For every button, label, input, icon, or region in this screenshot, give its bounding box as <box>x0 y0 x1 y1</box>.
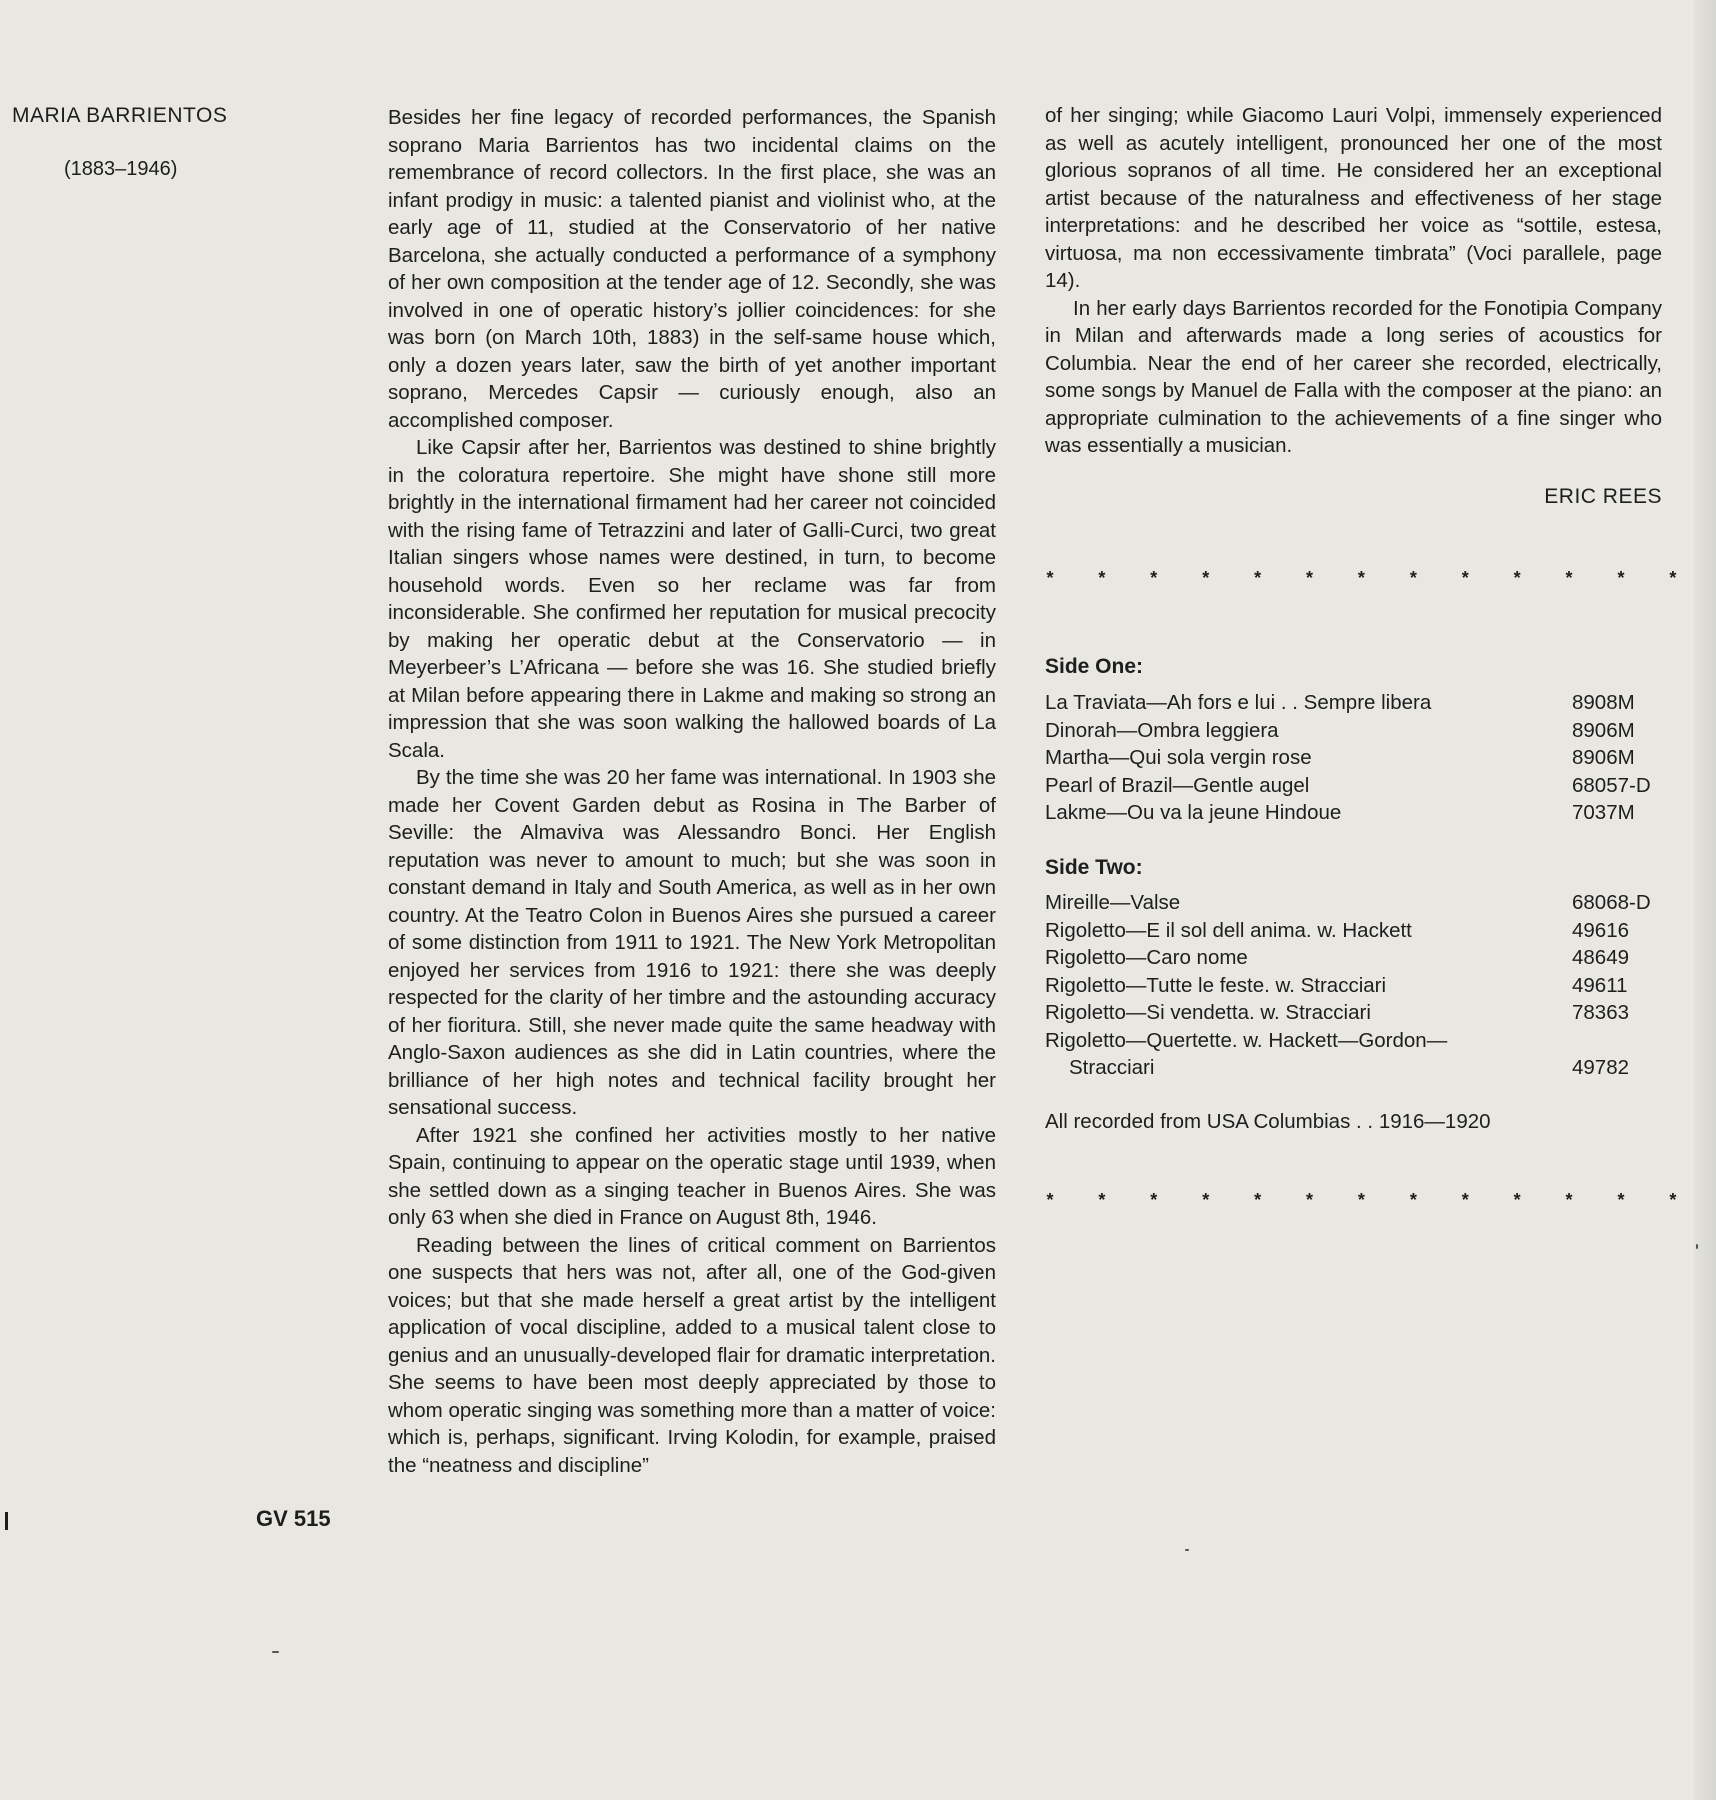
track-title: Mireille—Valse <box>1045 891 1181 914</box>
track-row <box>1045 1027 1662 1082</box>
star-icon: * <box>1669 1190 1677 1210</box>
star-icon: * <box>1202 568 1210 588</box>
side-two-track-list <box>1045 889 1662 1082</box>
paragraph: Like Capsir after her, Barrientos was destined to shine brightly in the coloratura repertoire. She might have shone still more brightly in the international firmament had her career not coincided with the rising fame of Tetrazzini and later of Galli-Curci, two great Italian singers whose names were destined, in turn, to become household words. Even so her reclame was far from inconsiderable. She confirmed her reputation for musical precocity by making her operatic debut at the Conservatorio — in Meyerbeer’s L’Africana — before she was 16. She studied briefly at Milan before appearing there in Lakme and making so strong an impression that she was soon walking the hallowed boards of La Scala. <box>388 436 996 762</box>
star-icon: * <box>1617 568 1625 588</box>
star-icon: * <box>1461 1190 1469 1210</box>
paragraph: Reading between the lines of critical comment on Barrientos one suspects that hers was not, after all, one of the God-given voices; but that she made herself a great artist by the intelligent application of vocal discipline, added to a musical talent close to genius and an unusually-developed flair for dramatic interpretation. She seems to have been most deeply appreciated by those to whom operatic singing was something more than a matter of voice: which is, perhaps, significant. Irving Kolodin, for example, praised the “neatness and discipline” <box>388 1233 996 1477</box>
track-row <box>1045 744 1662 772</box>
track-row <box>1045 717 1662 745</box>
paragraph: of her singing; while Giacomo Lauri Volpi, immensely experienced as well as acutely intelligent, pronounced her one of the most glorious sopranos of all time. He considered her an exceptional artist because of the naturalness and effectiveness of her stage interpretations: and he described her voice as “sottile, estesa, virtuosa, ma non eccessivamente timbrata” (Voci parallele, page 14). <box>1045 104 1662 292</box>
track-title <box>1045 1027 1572 1082</box>
side-one-heading: Side One: <box>1045 655 1144 678</box>
track-title: Rigoletto—Si vendetta. w. Stracciari <box>1045 1001 1371 1024</box>
catalog-ref: 8908M <box>1572 691 1635 714</box>
paper-speck <box>1696 1244 1698 1249</box>
recording-note: All recorded from USA Columbias . . 1916—1920 <box>1045 1110 1491 1133</box>
track-row <box>1045 917 1662 945</box>
catalog-ref: 8906M <box>1572 718 1635 742</box>
star-icon: * <box>1513 1190 1521 1210</box>
star-icon: * <box>1254 568 1262 588</box>
catalog-ref: 49782 <box>1572 1056 1630 1079</box>
artist-name: MARIA BARRIENTOS <box>12 104 228 127</box>
star-icon: * <box>1357 1190 1365 1210</box>
paragraph: In her early days Barrientos recorded for the Fonotipia Company in Milan and afterwards made a long series of acoustics for Columbia. Near the end of her career she recorded, electrically, some songs by Manuel de Falla with the composer at the piano: an appropriate culmination to the achievements of a fine singer who was essentially a musician. <box>1045 296 1662 457</box>
catalog-ref: 68068-D <box>1572 891 1651 914</box>
star-icon: * <box>1669 568 1677 588</box>
star-icon: * <box>1046 1190 1054 1210</box>
star-icon: * <box>1046 568 1054 588</box>
track-title: Martha—Qui sola vergin rose <box>1045 746 1312 769</box>
paragraph: By the time she was 20 her fame was international. In 1903 she made her Covent Garden debut as Rosina in The Barber of Seville: the Almaviva was Alessandro Bonci. Her English reputation was never to amount to much; but she was soon in constant demand in Italy and South America, as well as in her own country. At the Teatro Colon in Buenos Aires she pursued a career of some distinction from 1911 to 1921. The New York Metropolitan enjoyed her services from 1916 to 1921: there she was deeply respected for the clarity of her timbre and the astounding accuracy of her fioritura. Still, she never made quite the same headway with Anglo-Saxon audiences as she did in Latin countries, where the brilliance of her high notes and technical facility brought her sensational success. <box>388 766 996 1119</box>
track-row <box>1045 772 1662 800</box>
side-two-heading: Side Two: <box>1045 856 1143 879</box>
star-icon: * <box>1357 568 1365 588</box>
star-divider <box>1045 568 1678 589</box>
track-title: Rigoletto—Tutte le feste. w. Stracciari <box>1045 973 1387 997</box>
track-title-line: Rigoletto—Quertette. w. Hackett—Gordon— <box>1045 1028 1448 1052</box>
track-title: Rigoletto—Caro nome <box>1045 946 1248 969</box>
margin-mark <box>5 1512 8 1530</box>
catalog-ref: 7037M <box>1572 801 1635 824</box>
catalog-ref: 78363 <box>1572 1001 1630 1024</box>
track-title-line: Stracciari <box>1069 1056 1155 1079</box>
track-row <box>1045 689 1662 717</box>
track-title: Dinorah—Ombra leggiera <box>1045 718 1279 742</box>
star-icon: * <box>1565 568 1573 588</box>
track-title: Rigoletto—E il sol dell anima. w. Hackett <box>1045 918 1412 942</box>
track-row <box>1045 889 1662 917</box>
paragraph: After 1921 she confined her activities mostly to her native Spain, continuing to appear on the operatic stage until 1939, when she settled down as a singing teacher in Buenos Aires. She was only 63 when she died in France on August 8th, 1946. <box>388 1123 996 1229</box>
catalog-ref: 49616 <box>1572 918 1630 942</box>
star-icon: * <box>1098 568 1106 588</box>
paper-speck <box>1185 1549 1189 1551</box>
star-icon: * <box>1409 568 1417 588</box>
catalog-ref: 8906M <box>1572 746 1635 769</box>
author-signature: ERIC REES <box>1544 485 1662 508</box>
catalog-ref: 48649 <box>1572 946 1630 969</box>
star-icon: * <box>1150 568 1158 588</box>
star-divider <box>1045 1190 1678 1211</box>
star-icon: * <box>1254 1190 1262 1210</box>
page-edge <box>1694 0 1716 1800</box>
track-row <box>1045 999 1662 1027</box>
star-icon: * <box>1098 1190 1106 1210</box>
catalog-ref: 68057-D <box>1572 773 1651 797</box>
track-title: La Traviata—Ah fors e lui . . Sempre libera <box>1045 691 1432 714</box>
star-icon: * <box>1150 1190 1158 1210</box>
star-icon: * <box>1617 1190 1625 1210</box>
star-icon: * <box>1513 568 1521 588</box>
star-icon: * <box>1306 1190 1314 1210</box>
track-row <box>1045 972 1662 1000</box>
star-icon: * <box>1565 1190 1573 1210</box>
track-row <box>1045 944 1662 972</box>
star-icon: * <box>1409 1190 1417 1210</box>
track-title: Lakme—Ou va la jeune Hindoue <box>1045 801 1342 824</box>
side-one-track-list <box>1045 689 1662 827</box>
paragraph: Besides her fine legacy of recorded performances, the Spanish soprano Maria Barrientos has two incidental claims on the remembrance of record collectors. In the first place, she was an infant prodigy in music: a talented pianist and violinist who, at the early age of 11, studied at the Conservatorio of her native Barcelona, she actually conducted a performance of a symphony of her own composition at the tender age of 12. Secondly, she was involved in one of operatic history’s jollier coincidences: for she was born (on March 10th, 1883) in the self-same house which, only a dozen years later, saw the birth of yet another important soprano, Mercedes Capsir — curiously enough, also an accomplished composer. <box>388 106 996 432</box>
catalog-ref: 49611 <box>1572 973 1628 997</box>
star-icon: * <box>1461 568 1469 588</box>
star-icon: * <box>1202 1190 1210 1210</box>
paper-speck <box>272 1651 279 1653</box>
star-icon: * <box>1306 568 1314 588</box>
track-row <box>1045 799 1662 827</box>
biography-column-2 <box>1045 102 1662 460</box>
artist-years: (1883–1946) <box>64 158 178 180</box>
catalog-number: GV 515 <box>256 1506 331 1531</box>
biography-column-1 <box>388 104 996 1479</box>
track-title: Pearl of Brazil—Gentle augel <box>1045 773 1310 797</box>
